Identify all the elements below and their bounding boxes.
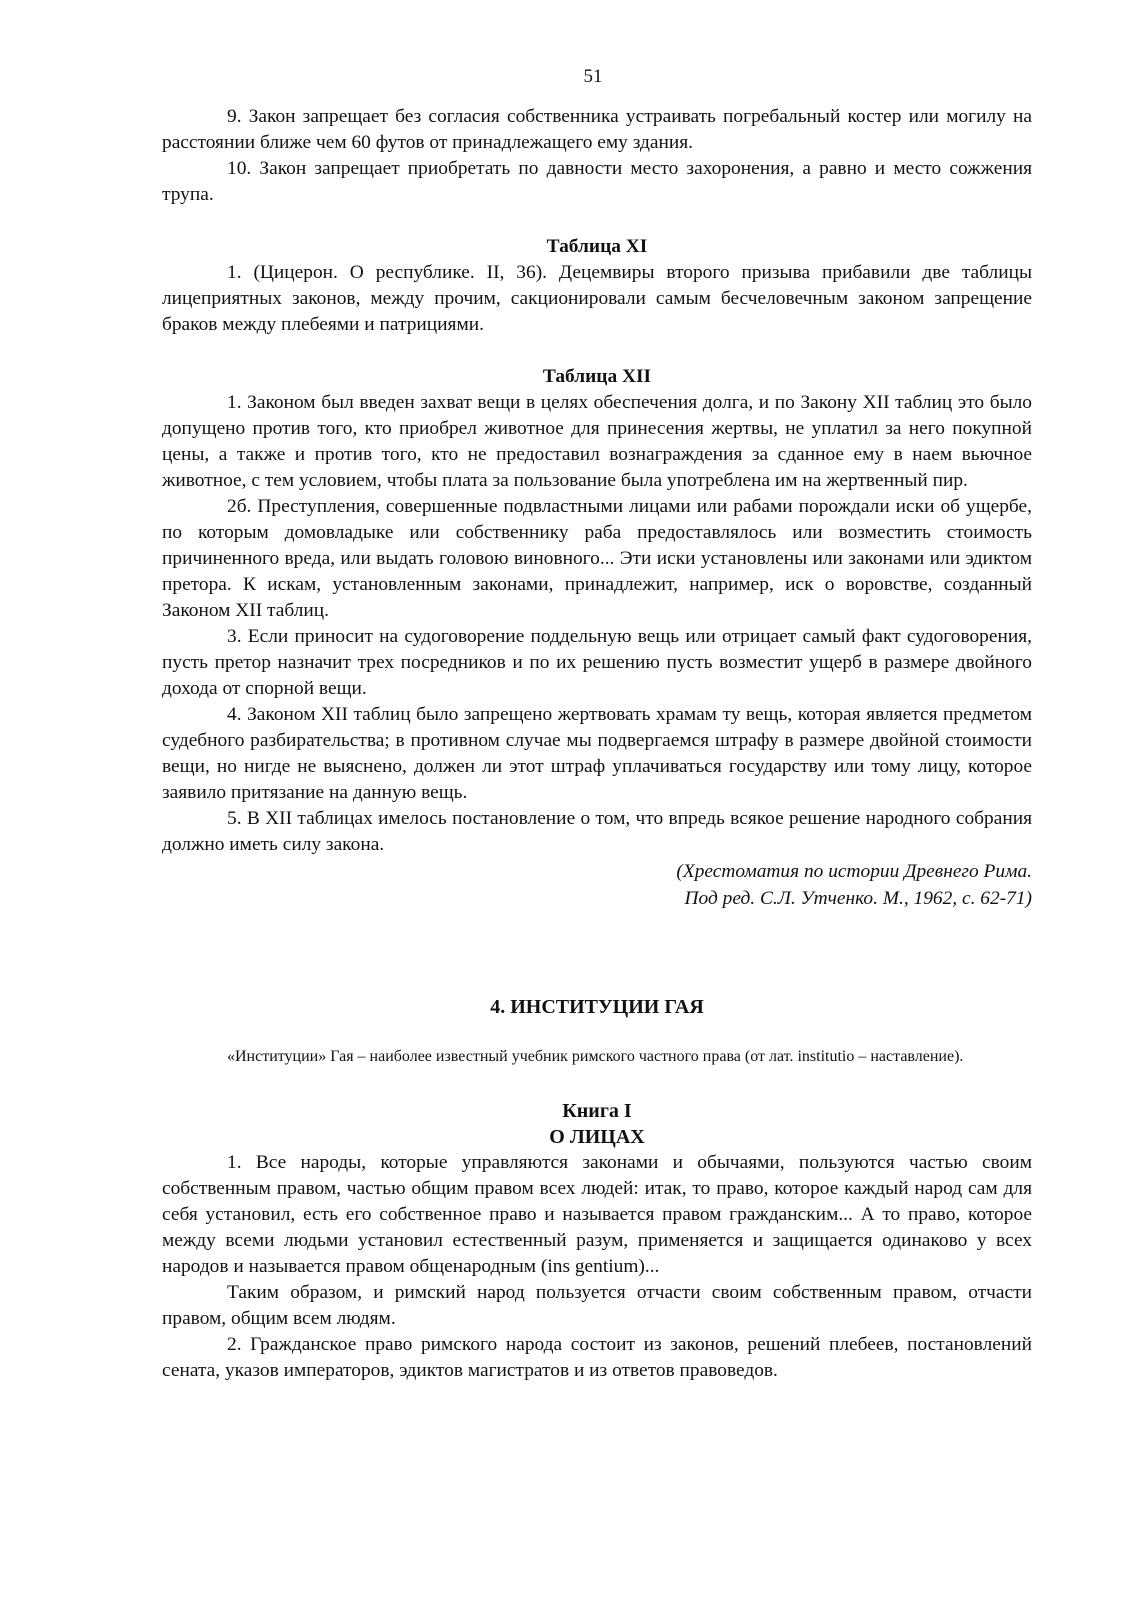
table-xii-paragraph-2b: 2б. Преступления, совершенные подвластными лицами или рабами порождали иски об ущербе, по которым домовладыке или собственнику раба предоставлялось или возместить стоимость причиненного вреда, или выдать головою виновного... Эти иски установлены или законами или эдиктом претора. К искам, установленным законами, принадлежит, например, иск о воровстве, созданный Законом XII таблиц. bbox=[162, 496, 1032, 621]
table-xi-paragraph-1: 1. (Цицерон. О республике. II, 36). Децемвиры второго призыва прибавили две таблицы лицеприятных законов, между прочим, сакционировали самым бесчеловечным законом запрещение браков между плебеями и патрициями. bbox=[162, 262, 1032, 335]
table-xii-paragraph-3: 3. Если приносит на судоговорение поддельную вещь или отрицает самый факт судоговорения, пусть претор назначит трех посредников и по их решению пусть возместит ущерб в размере двойного дохода от спорной вещи. bbox=[162, 626, 1032, 699]
source-citation-line-2: Под ред. С.Л. Утченко. М., 1962, с. 62-71) bbox=[684, 888, 1032, 909]
book-title: Книга I bbox=[562, 1100, 632, 1122]
table-xi-title: Таблица XI bbox=[546, 236, 648, 257]
source-citation bbox=[162, 858, 1032, 912]
section-title: 4. ИНСТИТУЦИИ ГАЯ bbox=[490, 996, 704, 1018]
source-citation-line-1: (Хрестоматия по истории Древнего Рима. bbox=[676, 861, 1032, 882]
page-content bbox=[162, 104, 1032, 1384]
book-paragraph-1: 1. Все народы, которые управляются законами и обычаями, пользуются частью своим собственным правом, частью общим правом всех людей: итак, то право, которое каждый народ сам для себя установил, есть его собственное право и называется правом гражданским... А то право, которое между всеми людьми установил естественный разум, применяется и защищается одинаково у всех народов и называется правом общенародным (ins gentium)... bbox=[162, 1152, 1032, 1277]
book-subtitle: О ЛИЦАХ bbox=[549, 1126, 645, 1148]
paragraph-law-10: 10. Закон запрещает приобретать по давности место захоронения, а равно и место сожжения трупа. bbox=[162, 158, 1032, 205]
table-xii-title: Таблица XII bbox=[542, 366, 652, 387]
book-paragraph-2: 2. Гражданское право римского народа состоит из законов, решений плебеев, постановлений сената, указов императоров, эдиктов магистратов и из ответов правоведов. bbox=[162, 1334, 1032, 1381]
table-xii-paragraph-4: 4. Законом XII таблиц было запрещено жертвовать храмам ту вещь, которая является предметом судебного разбирательства; в противном случае мы подвергаемся штрафу в размере двойной стоимости вещи, но нигде не выяснено, должен ли этот штраф уплачиваться государству или тому лицу, которое заявило притязание на данную вещь. bbox=[162, 704, 1032, 803]
table-xii-paragraph-5: 5. В XII таблицах имелось постановление о том, что впредь всякое решение народного собрания должно иметь силу закона. bbox=[162, 808, 1032, 855]
page-number: 51 bbox=[583, 66, 603, 87]
book-paragraph-1-continued: Таким образом, и римский народ пользуется отчасти своим собственным правом, отчасти правом, общим всем людям. bbox=[162, 1282, 1032, 1329]
section-intro: «Институции» Гая – наиболее известный учебник римского частного права (от лат. institutio – наставление). bbox=[227, 1048, 964, 1065]
paragraph-law-9: 9. Закон запрещает без согласия собственника устраивать погребальный костер или могилу на расстоянии ближе чем 60 футов от принадлежащего ему здания. bbox=[162, 106, 1032, 153]
table-xii-paragraph-1: 1. Законом был введен захват вещи в целях обеспечения долга, и по Закону XII таблиц это было допущено против того, кто приобрел животное для принесения жертвы, не уплатил за него покупной цены, а также и против того, кто не предоставил вознаграждения за сданное ему в наем вьючное животное, с тем условием, чтобы плата за пользование была употреблена им на жертвенный пир. bbox=[162, 392, 1032, 491]
